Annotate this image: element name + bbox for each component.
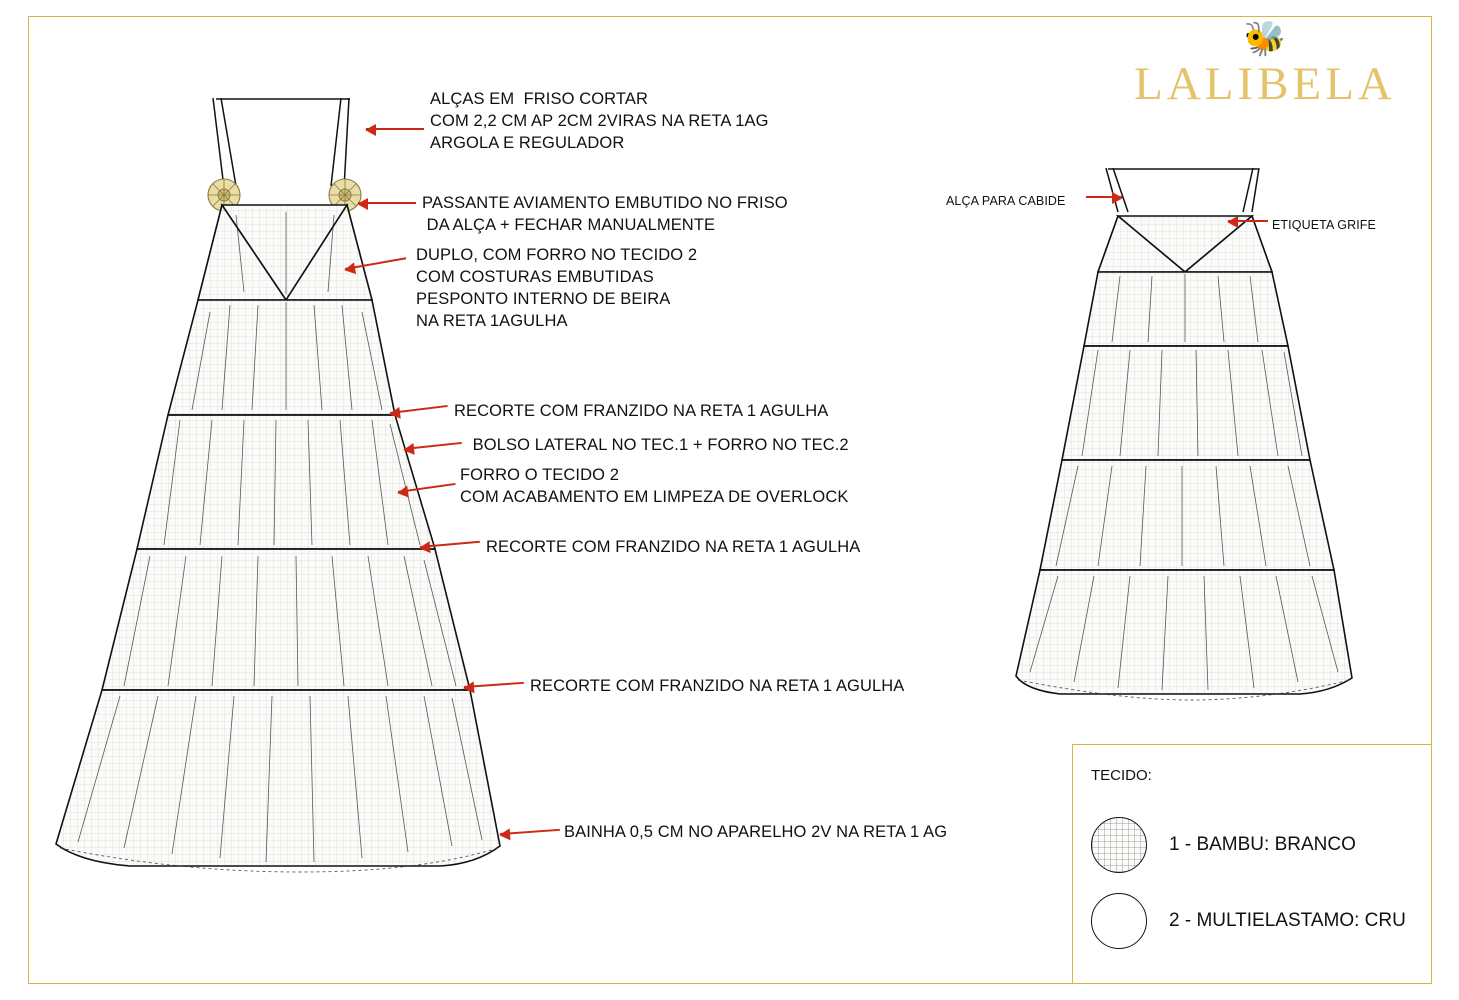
note-pocket: BOLSO LATERAL NO TEC.1 + FORRO NO TEC.2 (468, 436, 849, 454)
note-hanger-loop: ALÇA PARA CABIDE (946, 194, 1066, 208)
note-straps-line1: ALÇAS EM FRISO CORTAR (430, 90, 648, 108)
arrow-straps (366, 128, 424, 130)
note-loop-line1: PASSANTE AVIAMENTO EMBUTIDO NO FRISO (422, 194, 788, 212)
brand-wordmark: LALIBELA (1134, 58, 1396, 110)
note-lining-line2: COM ACABAMENTO EM LIMPEZA DE OVERLOCK (460, 488, 849, 506)
note-bodice-line4: NA RETA 1AGULHA (416, 312, 568, 330)
note-brand-label: ETIQUETA GRIFE (1272, 218, 1376, 232)
legend-label-1: 1 - BAMBU: BRANCO (1169, 834, 1356, 855)
bee-icon: 🐝 (1243, 20, 1287, 58)
fabric-swatch-multielastano (1091, 893, 1147, 949)
legend-row-2 (1091, 893, 1406, 949)
note-tier1: RECORTE COM FRANZIDO NA RETA 1 AGULHA (454, 402, 829, 420)
note-tier3: RECORTE COM FRANZIDO NA RETA 1 AGULHA (530, 677, 905, 695)
legend-title: TECIDO: (1091, 767, 1152, 784)
note-bodice-line1: DUPLO, COM FORRO NO TECIDO 2 (416, 246, 698, 264)
legend-row-1 (1091, 817, 1356, 873)
note-straps (430, 88, 769, 154)
fabric-legend (1072, 744, 1432, 984)
fabric-swatch-bambu (1091, 817, 1147, 873)
note-tier2: RECORTE COM FRANZIDO NA RETA 1 AGULHA (486, 538, 861, 556)
arrow-hanger-loop (1086, 196, 1122, 198)
note-bodice (416, 244, 697, 332)
note-bodice-line3: PESPONTO INTERNO DE BEIRA (416, 290, 671, 308)
note-lining (460, 464, 848, 508)
note-straps-line3: ARGOLA E REGULADOR (430, 134, 625, 152)
note-hem: BAINHA 0,5 CM NO APARELHO 2V NA RETA 1 AG (564, 823, 948, 841)
note-lining-line1: FORRO O TECIDO 2 (460, 466, 619, 484)
arrow-loop (358, 202, 416, 204)
brand-block (1120, 22, 1410, 110)
note-loop (422, 192, 788, 236)
arrow-brand-label (1228, 220, 1268, 222)
legend-label-2: 2 - MULTIELASTAMO: CRU (1169, 910, 1406, 931)
note-loop-line2: DA ALÇA + FECHAR MANUALMENTE (422, 216, 716, 234)
note-bodice-line2: COM COSTURAS EMBUTIDAS (416, 268, 654, 286)
note-straps-line2: COM 2,2 CM AP 2CM 2VIRAS NA RETA 1AG (430, 112, 769, 130)
